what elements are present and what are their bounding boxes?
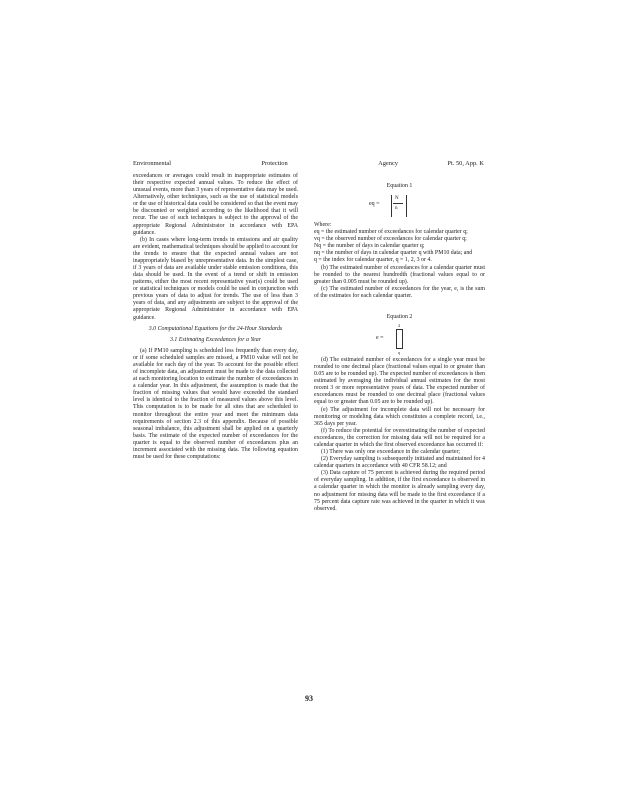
definition-q: q = the index for calendar quarter, q = 1, 2, 3 or 4.: [314, 257, 432, 264]
definition-Nq: Nq = the number of days in calendar quarter q;: [314, 243, 425, 250]
paragraph-f-overestimate: (f) To reduce the potential for overestimating the number of expected exceedances, the correction for missing data will not be required for a calendar quarter in which the first observed exceedance has occurred if:: [314, 427, 485, 448]
equation-1-lhs: eq =: [369, 201, 380, 208]
equation-1-brackets: [391, 195, 407, 217]
definition-vq: vq = the observed number of exceedances for calendar quarter q;: [314, 236, 467, 243]
header-word-3: Agency: [378, 160, 398, 167]
definition-nq: nq = the number of days in calendar quarter q with PM10 data; and: [314, 250, 473, 257]
list-item: (3) Data capture of 75 percent is achieved during the required period of everyday sampling. In addition, if the first exceedance is observed in a calendar quarter in which the monitor is already sampling every day, no adjustment for missing data will be made to the first exceedance if a 75 percent data capture rate was achieved in the quarter in which it was observed.: [314, 470, 485, 512]
paragraph-d-annual: (d) The estimated number of exceedances for a single year must be rounded to one decimal place (fractional values equal to or greater than 0.05 are to be rounded up). The expected number of exceedances is then estimated by averaging the individual annual estimates for the most recent 3 or more representative years of data. The expected number of exceedances must be rounded to one decimal place (fractional values equal to or greater than 0.05 are to be rounded up).: [314, 357, 485, 406]
header-word-1: Environmental: [133, 160, 171, 167]
page-number: 93: [305, 694, 313, 703]
right-column: [314, 173, 485, 513]
paragraph-b-rounding: (b) The estimated number of exceedances for a calendar quarter must be rounded to the nearest hundredth (fractional values equal to or greater than 0.005 must be rounded up).: [314, 264, 485, 285]
equation-1-formula: [314, 190, 485, 222]
sum-upper-limit: 4: [398, 323, 400, 329]
running-header: [133, 160, 398, 168]
equation-2-formula: [314, 321, 485, 357]
paragraph-b-trends: (b) In cases where long-term trends in emissions and air quality are evident, mathematical techniques should be applied to account for the trends to ensure that the expected annual values are not inappropriately biased by unrepresentative data. In the simplest case, if 3 years of data are available under stable emission conditions, this data should be used. In the event of a trend or shift in emission patterns, either the most recent representative year(s) could be used or statistical techniques or models could be used in conjunction with previous years of data to adjust for trends. The use of less than 3 years of data, and any adjustments are subject to the approval of the appropriate Regional Administrator in accordance with EPA guidance.: [133, 236, 298, 321]
sum-lower-index: q: [398, 350, 400, 356]
equation-2-lhs: e =: [376, 335, 384, 342]
header-part-reference: Pt. 50, App. K: [447, 160, 484, 167]
subsection-heading: 3.1 Estimating Exceedances for a Year: [169, 336, 262, 343]
where-label: Where:: [314, 222, 332, 229]
left-column: [133, 173, 298, 461]
paragraph-continued: exceedances or averages could result in inappropriate estimates of their respective expected annual values. To reduce the effect of unusual events, more than 3 years of representative data may be used. Alternatively, other techniques, such as the use of statistical models or the use of historical data could be considered so that the event may be discounted or weighted according to the likelihood that it will recur. The use of such techniques is subject to the approval of the appropriate Regional Administrator in accordance with EPA guidance.: [133, 173, 298, 236]
list-item: (1) There was only one exceedance in the calendar quarter;: [321, 449, 461, 456]
equation-2-label: Equation 2: [386, 313, 413, 320]
section-heading: 3.0 Computational Equations for the 24-Hour Standards: [148, 325, 283, 332]
definition-eq: eq = the estimated number of exceedances for calendar quarter q;: [314, 229, 468, 236]
equation-1-numerator: N: [395, 196, 399, 202]
summation-sign: [396, 329, 403, 349]
paragraph-a-estimating: (a) If PM10 sampling is scheduled less frequently than every day, or if some scheduled samples are missed, a PM10 value will not be available for each day of the year. To account for the possible effect of incomplete data, an adjustment must be made to the data collected at each monitoring location to estimate the number of exceedances in a calendar year. In this adjustment, the assumption is made that the fraction of missing values that would have exceeded the standard level is identical to the fraction of measured values above this level. This computation is to be made for all sites that are scheduled to monitor throughout the entire year and meet the minimum data requirements of section 2.3 of this appendix. Because of possible seasonal imbalance, this adjustment shall be applied on a quarterly basis. The estimate of the expected number of exceedances for the quarter is equal to the observed number of exceedances plus an increment associated with the missing data. The following equation must be used for these computations:: [133, 347, 298, 460]
header-word-2: Protection: [261, 160, 288, 167]
list-item: (2) Everyday sampling is subsequently initiated and maintained for 4 calendar quarters in accordance with 40 CFR 58.12; and: [314, 456, 485, 470]
equation-1-label: Equation 1: [386, 183, 413, 189]
paragraph-c-sum: (c) The estimated number of exceedances for the year, e, is the sum of the estimates for each calendar quarter.: [314, 285, 485, 299]
fraction-bar: [393, 203, 403, 204]
equation-1-denominator: n: [395, 206, 398, 212]
paragraph-e-complete: (e) The adjustment for incomplete data will not be necessary for monitoring or modeling data which constitutes a complete record, i.e., 365 days per year.: [314, 406, 485, 427]
